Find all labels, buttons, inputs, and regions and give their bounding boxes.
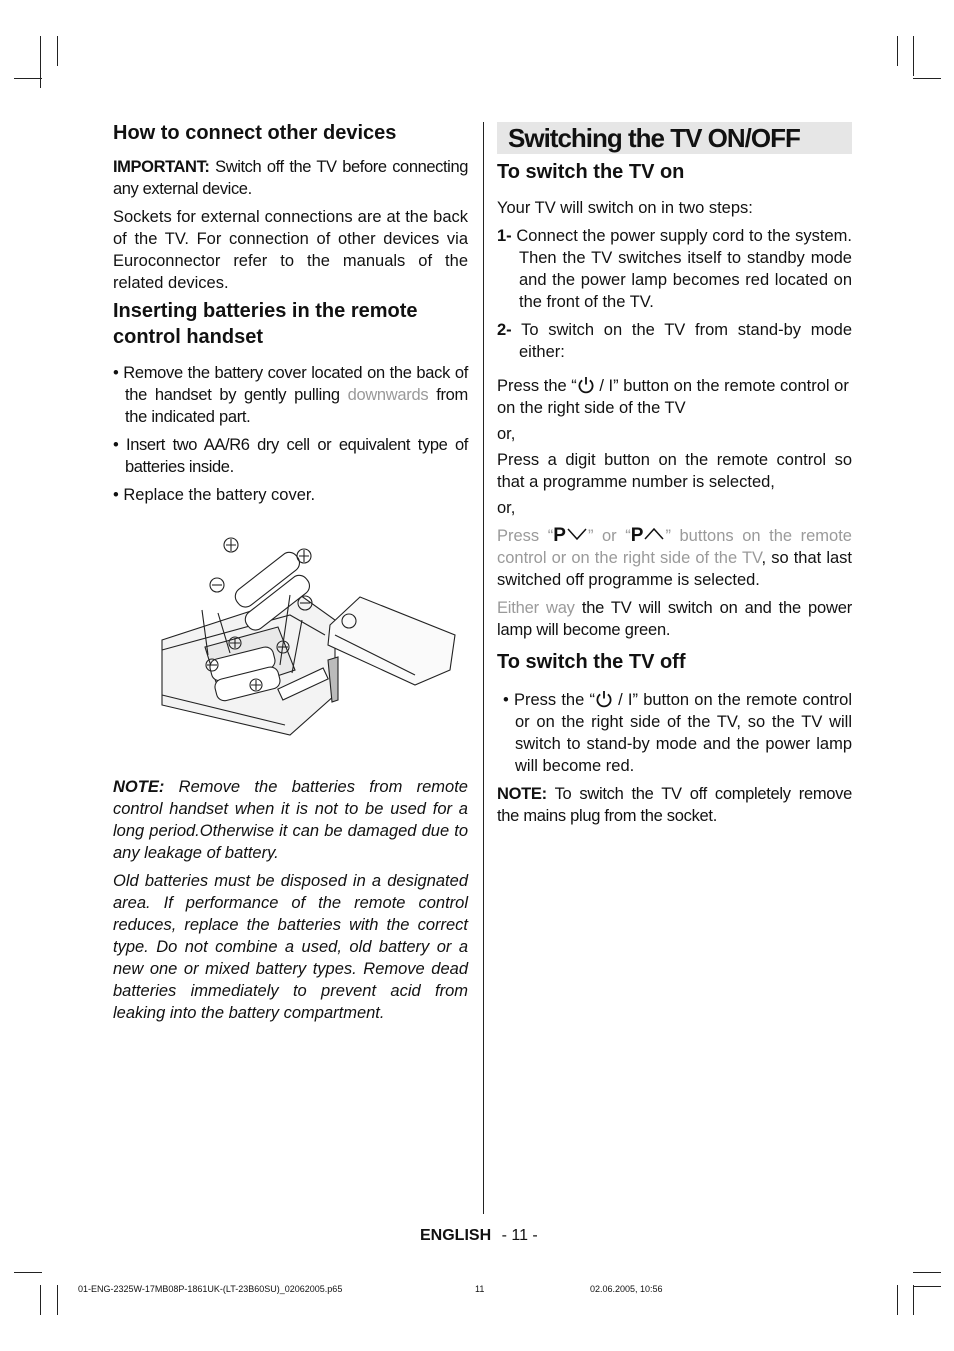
crop-mark: [57, 1285, 58, 1315]
crop-mark: [14, 78, 42, 79]
crop-mark: [14, 1272, 42, 1273]
crop-mark: [897, 1285, 898, 1315]
bullet1-grey: downwards: [347, 386, 429, 404]
step1-number: 1-: [497, 227, 512, 245]
heading-switch-on: To switch the TV on: [497, 161, 685, 183]
crop-mark: [40, 36, 41, 88]
heading-switch-off: To switch the TV off: [497, 651, 686, 673]
power-icon: [577, 376, 595, 394]
press-p-c: , so that last switched off programme is selected.: [497, 549, 853, 589]
right-column: [497, 159, 852, 833]
switch-off-bullet: [503, 689, 852, 777]
press-p-b: ” buttons on the remote control or on the right side of the TV: [497, 527, 852, 567]
section-banner: [497, 122, 852, 154]
left-column: [113, 120, 468, 512]
step2-number: 2-: [497, 321, 512, 339]
banner-title: Switching the TV ON/OFF: [508, 123, 800, 153]
intro-text: Your TV will switch on in two steps:: [497, 199, 753, 217]
p-down-icon: [553, 525, 588, 546]
press-power-b: / I” button on the remote control or on the right side of the TV: [497, 377, 849, 417]
or-1: or,: [497, 425, 516, 443]
step1-text: Connect the power supply cord to the system. Then the TV switches itself to standby mode and the power lamp becomes red located on the front of the TV.: [516, 227, 852, 311]
important-paragraph: [113, 156, 468, 200]
remote-battery-illustration: [160, 535, 460, 740]
crop-mark: [913, 1285, 914, 1315]
battery-bullet-1: [113, 362, 468, 428]
page-footer: [420, 1227, 538, 1245]
press-p-a: Press “: [497, 527, 554, 545]
note-text: To switch the TV off completely remove the mains plug from the socket.: [497, 785, 852, 825]
note-text: Remove the batteries from remote control handset when it is not to be used for a long period.Otherwise it can be damaged due to any leakage of battery.: [113, 778, 468, 862]
or-2: or,: [497, 499, 516, 517]
press-power-a: Press the “: [497, 377, 577, 395]
note-label: NOTE:: [497, 785, 547, 803]
crop-mark: [913, 78, 941, 79]
battery-note: [113, 776, 468, 864]
either-grey: Either way: [497, 599, 575, 617]
note-label: NOTE:: [113, 778, 165, 796]
step-2: [497, 319, 852, 363]
either-way-paragraph: [497, 597, 852, 641]
press-p-or: ” or “: [587, 527, 631, 545]
crop-mark: [913, 1272, 941, 1273]
press-digit-paragraph: Press a digit button on the remote control so that a programme number is selected,: [497, 451, 852, 491]
crop-mark: [40, 1285, 41, 1315]
important-text: Switch off the TV before connecting any external device.: [113, 158, 468, 198]
left-notes: [113, 776, 468, 1030]
step2-text: To switch on the TV from stand-by mode either:: [519, 321, 852, 361]
either-rest: the TV will switch on and the power lamp will become green.: [497, 599, 852, 639]
footer-file-page: 11: [475, 1284, 485, 1294]
step-1: [497, 225, 852, 313]
off-bullet-a: • Press the “: [503, 691, 595, 709]
crop-mark: [913, 36, 914, 76]
important-label: IMPORTANT:: [113, 158, 210, 176]
column-divider: [483, 122, 484, 1214]
crop-mark: [913, 1286, 941, 1287]
p-up-icon: [631, 525, 666, 546]
old-batteries-paragraph: Old batteries must be disposed in a designated area. If performance of the remote control reduces, replace the batteries with the correct type. Do not combine a used, old battery or a new one or mixed battery types. Remove dead batteries immediately to prevent acid from leaking into the battery compartment.: [113, 872, 468, 1022]
heading-connect-devices: How to connect other devices: [113, 122, 397, 144]
battery-bullet-3: • Replace the battery cover.: [113, 486, 316, 504]
switch-off-note: [497, 783, 852, 827]
footer-page-number: - 11 -: [501, 1227, 538, 1244]
p-letter: P: [630, 525, 644, 546]
footer-language: ENGLISH: [420, 1227, 492, 1244]
footer-date: 02.06.2005, 10:56: [590, 1284, 663, 1294]
power-icon: [595, 690, 613, 708]
footer-file-info: 01-ENG-2325W-17MB08P-1861UK-(LT-23B60SU)_02062005.p65: [78, 1284, 343, 1294]
bullet1-text: • Remove the battery cover located on the back of the handset by gently pulling: [113, 364, 468, 404]
heading-batteries: Inserting batteries in the remote control handset: [113, 300, 418, 348]
off-bullet-b: / I” button on the remote control or on the right side of the TV, so the TV will switch to stand-by mode and the power lamp will become red.: [515, 691, 853, 775]
crop-mark: [897, 36, 898, 66]
press-power-paragraph: [497, 375, 852, 419]
press-p-paragraph: [497, 525, 852, 591]
crop-mark: [57, 36, 58, 66]
battery-bullet-2: • Insert two AA/R6 dry cell or equivalent type of batteries inside.: [113, 436, 468, 476]
bullet1-text-end: from the indicated part.: [125, 386, 468, 426]
sockets-paragraph: Sockets for external connections are at the back of the TV. For connection of other devices via Euroconnector refer to the manuals of the related devices.: [113, 208, 468, 292]
p-letter: P: [553, 525, 566, 546]
